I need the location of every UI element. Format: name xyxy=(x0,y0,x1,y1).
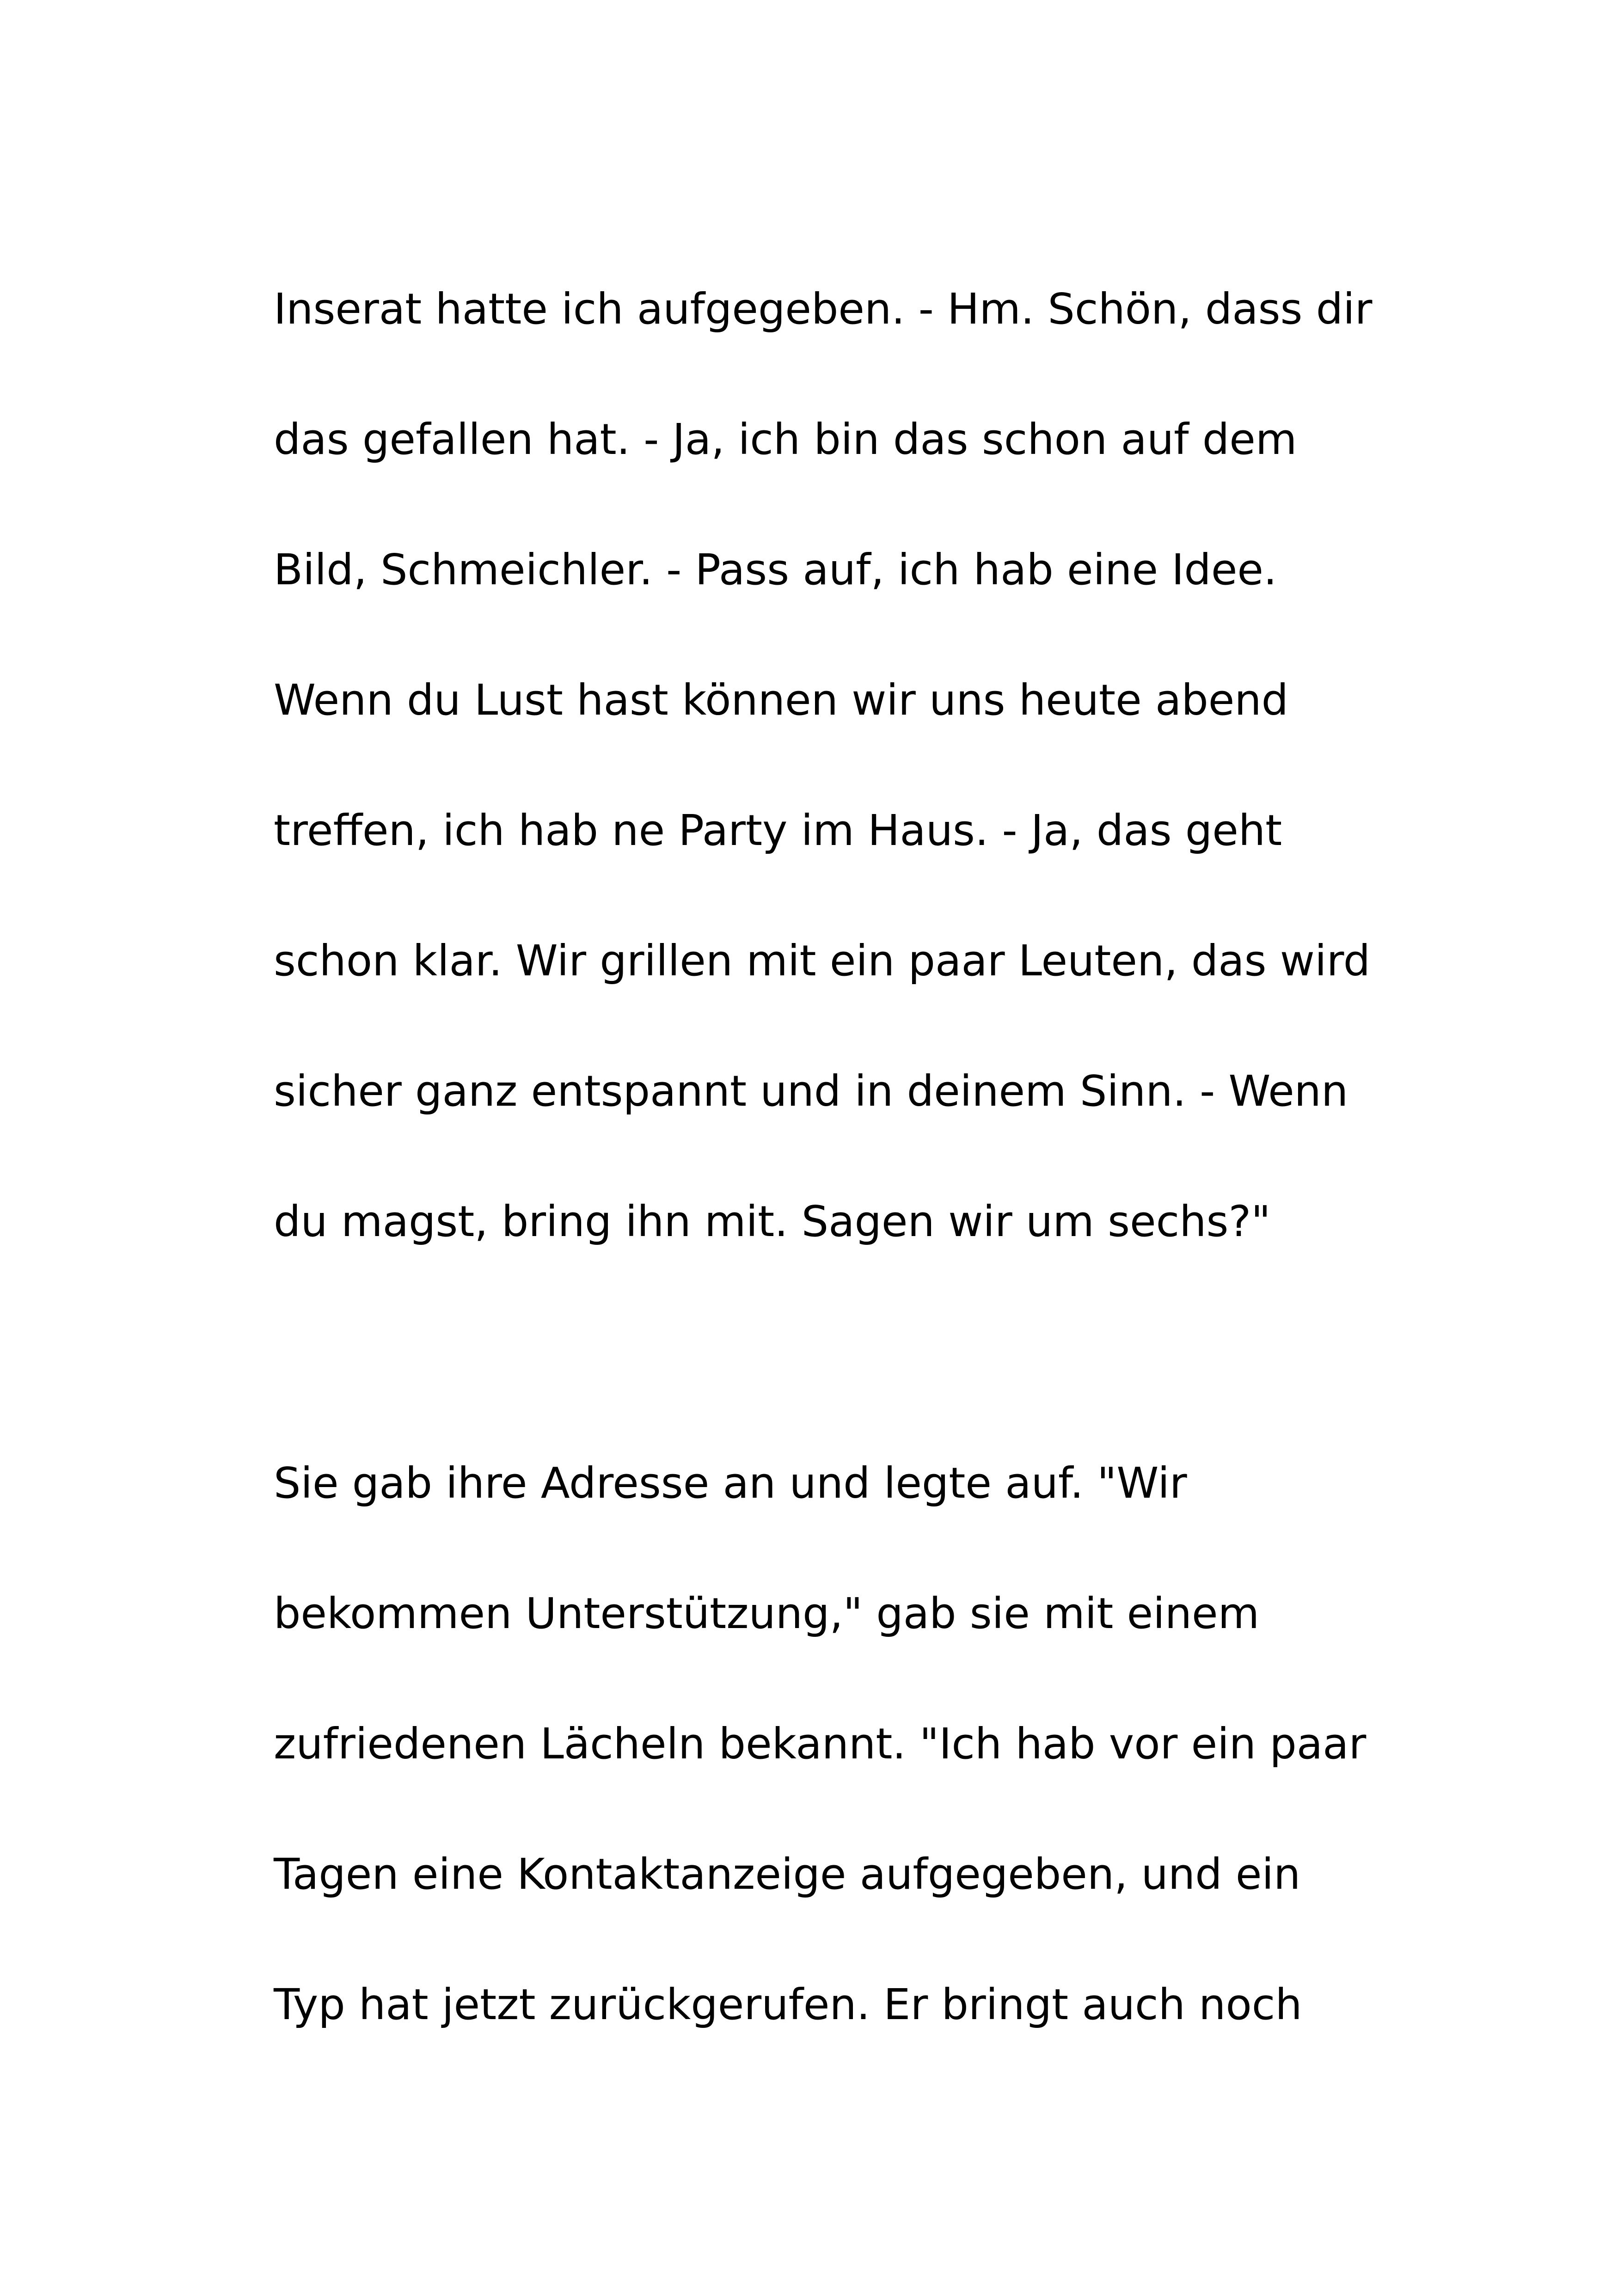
paragraph-1 xyxy=(274,244,1429,1287)
text-line: das gefallen hat. - Ja, ich bin das schon auf dem xyxy=(274,415,1297,464)
paragraph-2 xyxy=(274,1418,1429,2070)
text-line: Sie gab ihre Adresse an und legte auf. "Wir xyxy=(274,1458,1187,1508)
text-line: schon klar. Wir grillen mit ein paar Leuten, das wird xyxy=(274,936,1371,986)
text-line: Wenn du Lust hast können wir uns heute abend xyxy=(274,675,1289,725)
text-line: Inserat hatte ich aufgegeben. - Hm. Schön, dass dir xyxy=(274,284,1373,334)
text-line: sicher ganz entspannt und in deinem Sinn. - Wenn xyxy=(274,1066,1348,1116)
text-line: bekommen Unterstützung," gab sie mit einem xyxy=(274,1589,1260,1638)
text-line: Typ hat jetzt zurückgerufen. Er bringt auch noch xyxy=(274,1980,1302,2029)
text-line: Tagen eine Kontaktanzeige aufgegeben, und ein xyxy=(274,1849,1301,1899)
text-line: zufriedenen Lächeln bekannt. "Ich hab vor ein paar xyxy=(274,1719,1367,1769)
text-line: du magst, bring ihn mit. Sagen wir um sechs?" xyxy=(274,1197,1271,1246)
text-line: treffen, ich hab ne Party im Haus. - Ja, das geht xyxy=(274,806,1282,855)
text-line: Bild, Schmeichler. - Pass auf, ich hab eine Idee. xyxy=(274,545,1277,594)
